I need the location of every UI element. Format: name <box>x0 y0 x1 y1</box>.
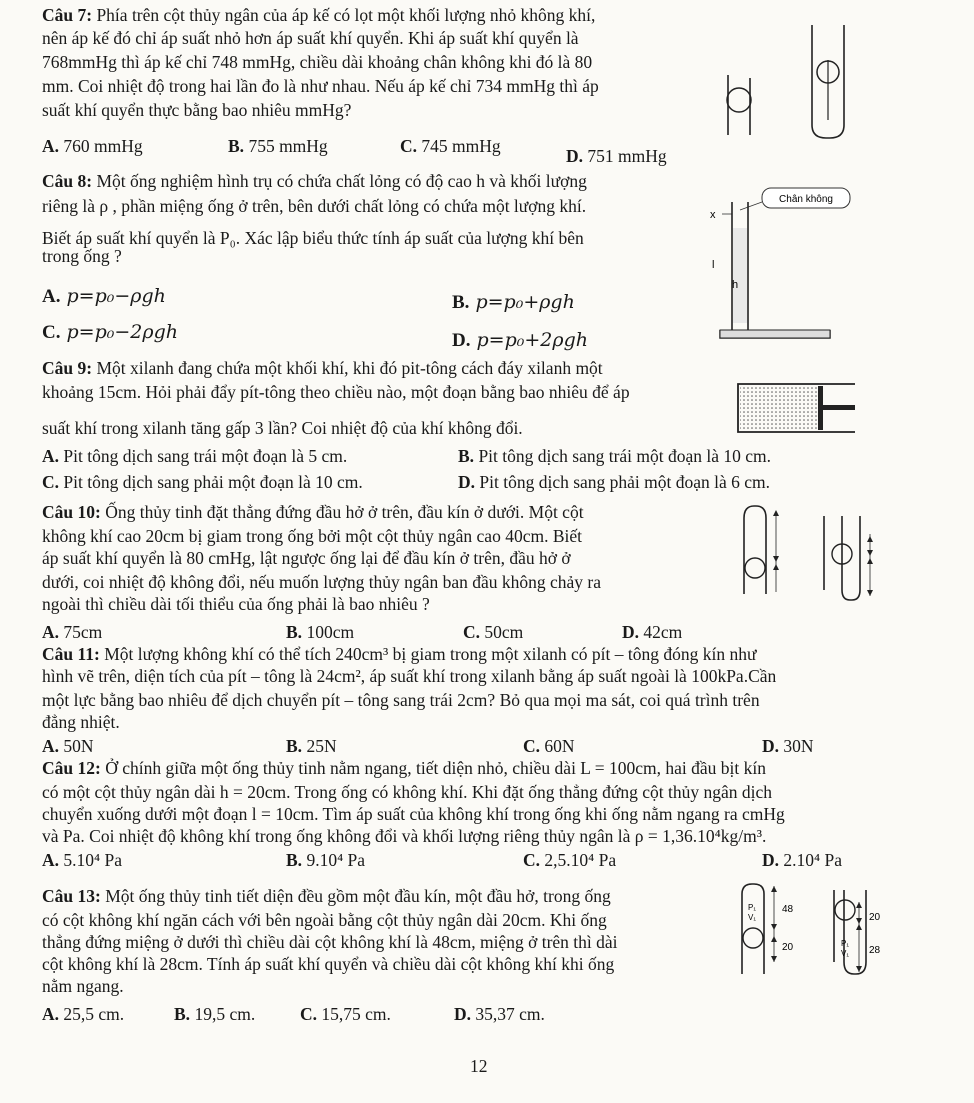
q12-option-a[interactable]: A. 5.10⁴ Pa <box>42 850 122 870</box>
page-number: 12 <box>470 1056 488 1076</box>
q11-option-b[interactable]: B. 25N <box>286 736 337 756</box>
q13-p1-left: P₁ <box>748 903 757 912</box>
q13-option-d[interactable]: D. 35,37 cm. <box>454 1004 545 1024</box>
q13-length-28: 28 <box>869 945 881 956</box>
q9-cylinder-figure <box>730 382 860 440</box>
q13-length-20-right: 20 <box>869 912 881 923</box>
q12-option-d[interactable]: D. 2.10⁴ Pa <box>762 850 842 870</box>
q8-option-a[interactable]: A. p=p₀−ρgh <box>42 285 166 307</box>
q13-v1-right: V₁ <box>841 949 850 958</box>
q9-line-1: Câu 9: Một xilanh đang chứa một khối khí, khi đó pit-tông cách đáy xilanh một <box>42 358 603 378</box>
q7-option-d[interactable]: D. 751 mmHg <box>566 146 667 166</box>
q7-line-2: nên áp kế đó chỉ áp suất nhỏ hơn áp suất khí quyển. Khi áp suất khí quyển là <box>42 28 579 48</box>
q12-line-3: chuyển xuống dưới một đoạn l = 10cm. Tìm áp suất của không khí trong ống khi ống nằm ngang ra cmHg <box>42 804 785 824</box>
q7-line-3: 768mmHg thì áp kế chỉ 748 mmHg, chiều dài khoảng chân không khi đó là 80 <box>42 52 593 72</box>
q13-option-b[interactable]: B. 19,5 cm. <box>174 1004 256 1024</box>
q11-line-3: một lực bằng bao nhiêu để dịch chuyển pít – tông sang trái 2cm? Bỏ qua mọi ma sát, coi quá trình trên <box>42 690 760 710</box>
q13-option-c[interactable]: C. 15,75 cm. <box>300 1004 391 1024</box>
q12-option-c[interactable]: C. 2,5.10⁴ Pa <box>523 850 617 870</box>
q8-line-2: riêng là ρ , phần miệng ống ở trên, bên dưới chất lỏng có chứa một lượng khí. <box>42 196 587 216</box>
q8-option-c[interactable]: C. p=p₀−2ρgh <box>42 321 178 343</box>
q11-option-a[interactable]: A. 50N <box>42 736 94 756</box>
q10-tubes-figure <box>740 504 880 604</box>
q7-option-a[interactable]: A. 760 mmHg <box>42 136 143 156</box>
q10-option-d[interactable]: D. 42cm <box>622 622 683 642</box>
q8-line-4: trong ống ? <box>42 246 122 266</box>
q11-option-c[interactable]: C. 60N <box>523 736 575 756</box>
q12-line-2: có một cột thủy ngân dài h = 20cm. Trong ống có không khí. Khi đặt ống thẳng đứng cột thủy ngân dịch <box>42 782 772 802</box>
q9-option-a[interactable]: A. Pit tông dịch sang trái một đoạn là 5 cm. <box>42 446 348 466</box>
q9-option-b[interactable]: B. Pit tông dịch sang trái một đoạn là 10 cm. <box>458 446 772 466</box>
q7-line-1: Câu 7: Phía trên cột thủy ngân của áp kế có lọt một khối lượng nhỏ không khí, <box>42 5 596 25</box>
q13-line-2: có cột không khí ngăn cách với bên ngoài bằng cột thủy ngân dài 20cm. Khi ống <box>42 910 607 930</box>
q7-barometer-figure <box>720 20 870 140</box>
q8-l-label: l <box>712 259 715 271</box>
q13-p1-right: P₁ <box>841 939 850 948</box>
q11-option-d[interactable]: D. 30N <box>762 736 814 756</box>
q10-line-5: ngoài thì chiều dài tối thiểu của ống phải là bao nhiêu ? <box>42 594 430 614</box>
q13-length-20-left: 20 <box>782 942 794 953</box>
q10-line-4: dưới, coi nhiệt độ không đổi, nếu muốn lượng thủy ngân ban đầu không chảy ra <box>42 572 601 592</box>
q13-v1-left: V₁ <box>748 913 757 922</box>
q12-line-1: Câu 12: Ở chính giữa một ống thủy tinh nằm ngang, tiết diện nhỏ, chiều dài L = 100cm, hai đầu bịt kín <box>42 758 766 778</box>
q12-line-4: và Pa. Coi nhiệt độ không khí trong ống không đổi và khối lượng riêng thủy ngân là ρ = 1,36.10⁴kg/m³. <box>42 826 767 846</box>
q11-line-4: đẳng nhiệt. <box>42 712 120 732</box>
q8-vacuum-label: Chân không <box>779 194 833 205</box>
q9-option-c[interactable]: C. Pit tông dịch sang phải một đoạn là 10 cm. <box>42 472 363 492</box>
q7-option-b[interactable]: B. 755 mmHg <box>228 136 328 156</box>
q10-line-3: áp suất khí quyển là 80 cmHg, lật ngược ống lại để đầu kín ở trên, đầu hở ở <box>42 548 571 568</box>
q10-option-b[interactable]: B. 100cm <box>286 622 355 642</box>
q13-option-a[interactable]: A. 25,5 cm. <box>42 1004 125 1024</box>
q9-line-3: suất khí trong xilanh tăng gấp 3 lần? Coi nhiệt độ của khí không đổi. <box>42 418 523 438</box>
q7-option-c[interactable]: C. 745 mmHg <box>400 136 501 156</box>
q7-line-5: suất khí quyển thực bằng bao nhiêu mmHg? <box>42 100 352 120</box>
q11-line-1: Câu 11: Một lượng không khí có thể tích 240cm³ bị giam trong một xilanh có pít – tông đóng kín như <box>42 644 757 664</box>
q9-option-d[interactable]: D. Pit tông dịch sang phải một đoạn là 6 cm. <box>458 472 771 492</box>
q8-option-d[interactable]: D. p=p₀+2ρgh <box>452 329 588 351</box>
q10-line-2: không khí cao 20cm bị giam trong ống bởi một cột thủy ngân cao 40cm. Biết <box>42 526 582 546</box>
q13-line-3: thẳng đứng miệng ở dưới thì chiều dài cột không khí là 48cm, miệng ở trên thì dài <box>42 932 618 952</box>
q10-option-a[interactable]: A. 75cm <box>42 622 103 642</box>
q8-option-b[interactable]: B. p=p₀+ρgh <box>452 291 575 313</box>
q8-line-1: Câu 8: Một ống nghiệm hình trụ có chứa chất lỏng có độ cao h và khối lượng <box>42 171 587 191</box>
q9-line-2: khoảng 15cm. Hỏi phải đẩy pít-tông theo chiều nào, một đoạn bằng bao nhiêu để áp <box>42 382 630 402</box>
q10-line-1: Câu 10: Ống thủy tinh đặt thẳng đứng đầu hở ở trên, đầu kín ở dưới. Một cột <box>42 502 584 522</box>
q10-option-c[interactable]: C. 50cm <box>463 622 524 642</box>
q8-h-label: h <box>732 279 739 291</box>
q13-line-5: nằm ngang. <box>42 976 124 996</box>
q8-tube-figure <box>700 180 880 355</box>
q7-line-4: mm. Coi nhiệt độ trong hai lần đo là như nhau. Nếu áp kế chỉ 734 mmHg thì áp <box>42 76 599 96</box>
q13-length-48: 48 <box>782 904 794 915</box>
q8-x-label: x <box>710 209 716 221</box>
q13-line-1: Câu 13: Một ống thủy tinh tiết diện đều gồm một đầu kín, một đầu hở, trong ống <box>42 886 611 906</box>
q12-option-b[interactable]: B. 9.10⁴ Pa <box>286 850 366 870</box>
q8-line-3: Biết áp suất khí quyển là P₀. Xác lập biểu thức tính áp suất của lượng khí bên <box>42 228 584 248</box>
q13-line-4: cột không khí là 28cm. Tính áp suất khí quyển và chiều dài cột không khí khi ống <box>42 954 615 974</box>
q11-line-2: hình vẽ trên, diện tích của pít – tông là 24cm², áp suất khí trong xilanh bằng áp suất ngoài là 100kPa.Cần <box>42 666 777 686</box>
q13-tubes-figure <box>738 880 888 980</box>
